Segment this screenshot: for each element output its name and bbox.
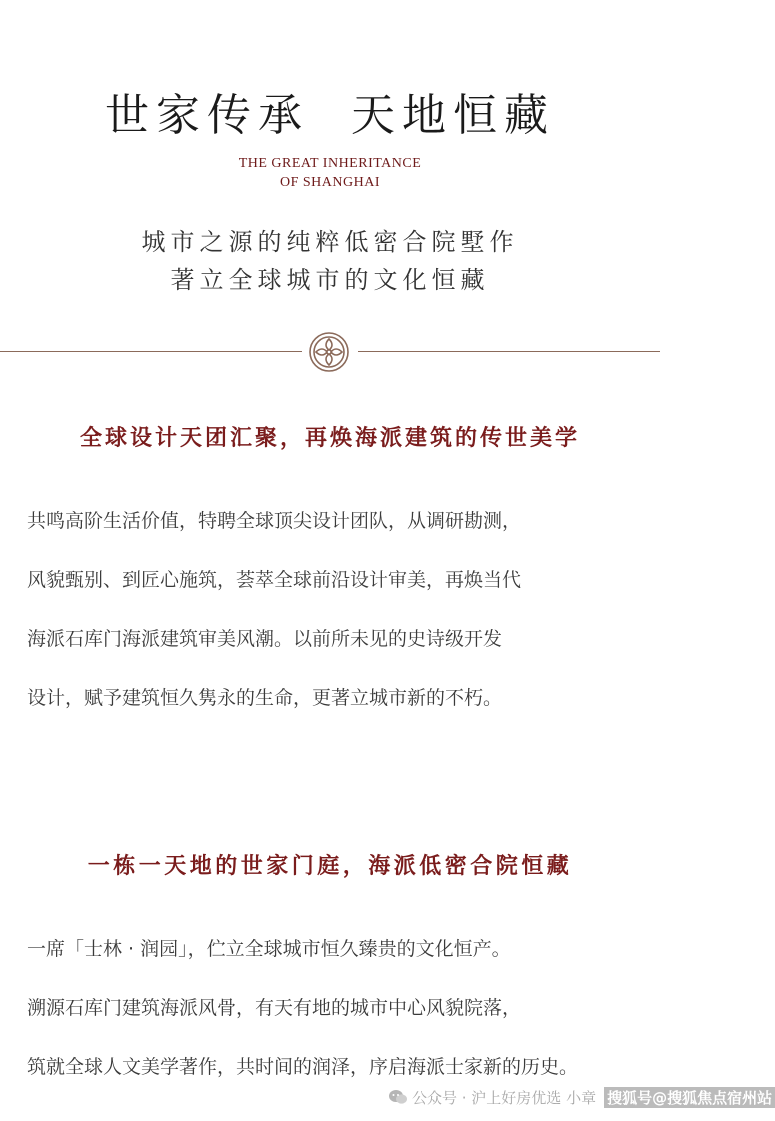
watermark [388, 1082, 773, 1112]
tagline-line-2: 著立全球城市的文化恒藏 [170, 266, 490, 294]
divider-left-line [0, 351, 302, 352]
paragraph-line: 筑就全球人文美学著作，共时间的润泽，序启海派士家新的历史。 [27, 1056, 579, 1078]
divider-right-line [358, 351, 660, 352]
section-heading-design-team: 全球设计天团汇聚，再焕海派建筑的传世美学 [79, 426, 580, 451]
paragraph-line: 溯源石库门建筑海派风骨，有天有地的城市中心风貌院落， [27, 997, 522, 1019]
watermark-source-text: 搜狐号@搜狐焦点宿州站 [604, 1087, 775, 1108]
watermark-account-text: 公众号 · 沪上好房优选 小章 [412, 1088, 597, 1107]
page-title: 世家传承 天地恒藏 [105, 90, 555, 141]
wechat-icon [388, 1088, 408, 1106]
paragraph-line: 共鸣高阶生活价值，特聘全球顶尖设计团队，从调研勘测， [27, 510, 522, 532]
section-heading-courtyard: 一栋一天地的世家门庭，海派低密合院恒藏 [87, 854, 573, 879]
paragraph-line: 设计，赋予建筑恒久隽永的生命，更著立城市新的不朽。 [27, 687, 503, 709]
tagline-line-1: 城市之源的纯粹低密合院墅作 [141, 228, 519, 256]
paragraph-line: 风貌甄别、到匠心施筑，荟萃全球前沿设计审美，再焕当代 [27, 569, 522, 591]
paragraph-line: 海派石库门海派建筑审美风潮。以前所未见的史诗级开发 [27, 628, 503, 650]
english-subtitle-line-2: OF SHANGHAI [279, 175, 380, 190]
paragraph-line: 一席「士林 · 润园」，伫立全球城市恒久臻贵的文化恒产。 [27, 938, 511, 960]
english-subtitle-line-1: THE GREAT INHERITANCE [238, 156, 422, 171]
ornament-medallion-icon [306, 330, 352, 374]
